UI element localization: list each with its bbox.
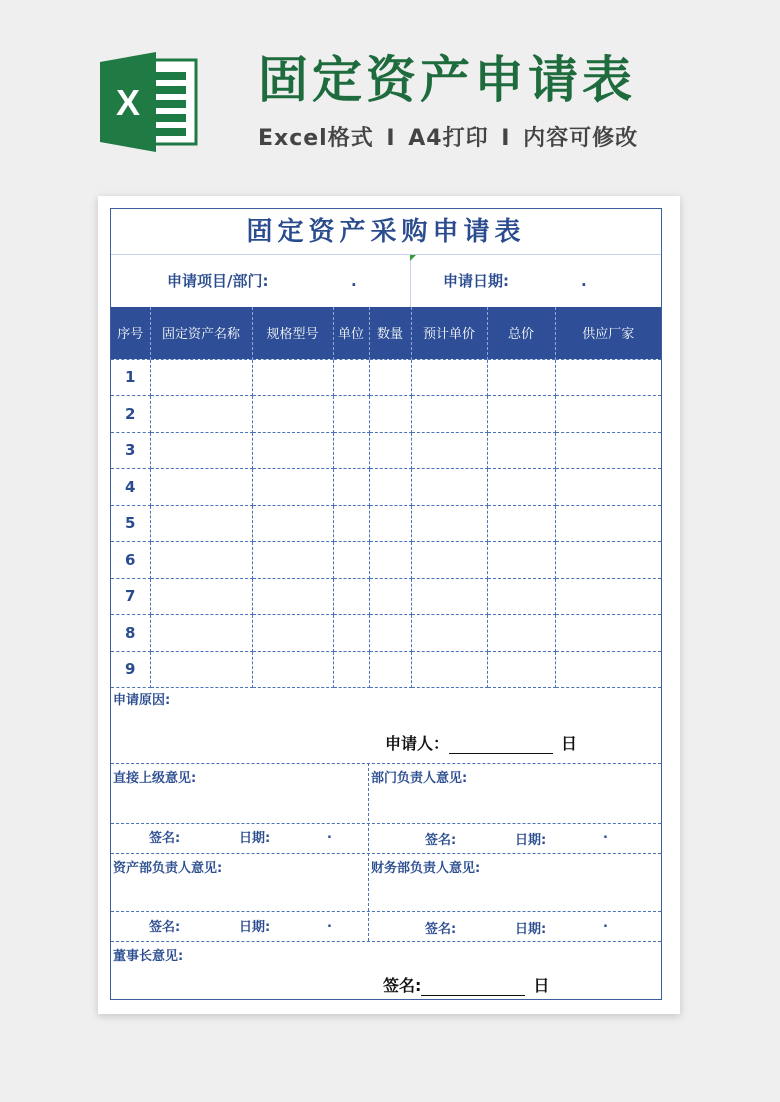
cell[interactable]	[487, 615, 555, 652]
cell[interactable]	[252, 359, 333, 396]
cell[interactable]	[411, 651, 487, 688]
cell[interactable]	[555, 615, 661, 652]
subtitle-editable: 内容可修改	[523, 126, 639, 151]
finance-dept-label: 财务部负责人意见:	[371, 861, 481, 876]
table-header-row	[111, 307, 661, 359]
cell[interactable]	[150, 542, 252, 579]
application-date-value[interactable]: .	[581, 272, 587, 290]
cell[interactable]	[333, 359, 369, 396]
reason-label: 申请原因:	[113, 693, 171, 708]
cell[interactable]	[555, 359, 661, 396]
finance-dept-date-label: 日期:	[515, 922, 547, 937]
divider	[111, 763, 661, 764]
cell[interactable]	[555, 578, 661, 615]
info-divider	[410, 255, 411, 307]
row-number: 5	[111, 505, 150, 542]
table-row	[111, 432, 661, 469]
cell[interactable]	[487, 469, 555, 506]
dept-head-label: 部门负责人意见:	[371, 771, 468, 786]
cell[interactable]	[150, 651, 252, 688]
cell[interactable]	[369, 615, 411, 652]
subtitle-separator: I	[501, 126, 511, 151]
cell[interactable]	[411, 396, 487, 433]
cell[interactable]	[369, 651, 411, 688]
column-header-spec: 规格型号	[252, 307, 333, 359]
project-value[interactable]: .	[351, 272, 357, 290]
cell[interactable]	[252, 615, 333, 652]
row-number: 8	[111, 615, 150, 652]
chairman-label: 董事长意见:	[113, 949, 184, 964]
divider	[111, 853, 661, 854]
subtitle-print: A4打印	[408, 126, 489, 151]
divider	[111, 941, 661, 942]
applicant-signature	[385, 731, 577, 754]
cell[interactable]	[369, 432, 411, 469]
cell[interactable]	[487, 505, 555, 542]
cell-comment-marker	[410, 255, 416, 261]
cell[interactable]	[333, 578, 369, 615]
cell[interactable]	[555, 505, 661, 542]
cell[interactable]	[252, 542, 333, 579]
table-row	[111, 615, 661, 652]
cell[interactable]	[487, 359, 555, 396]
column-header-total: 总价	[487, 307, 555, 359]
reason-section	[111, 687, 661, 763]
cell[interactable]	[487, 651, 555, 688]
banner-title: 固定资产申请表	[258, 51, 636, 109]
table-row	[111, 505, 661, 542]
cell[interactable]	[411, 359, 487, 396]
chairman-sign-label: 签名:	[383, 976, 422, 995]
asset-table	[111, 307, 661, 688]
cell[interactable]	[369, 542, 411, 579]
document-page	[98, 196, 680, 1014]
table-row	[111, 396, 661, 433]
excel-icon	[100, 52, 198, 152]
cell[interactable]	[369, 359, 411, 396]
row-number: 2	[111, 396, 150, 433]
applicant-day-suffix: 日	[561, 734, 578, 753]
column-header-quantity: 数量	[369, 307, 411, 359]
application-date-label: 申请日期:	[443, 272, 509, 290]
cell[interactable]	[487, 432, 555, 469]
applicant-signature-line[interactable]	[449, 736, 553, 754]
column-header-index: 序号	[111, 307, 150, 359]
column-divider	[368, 763, 369, 941]
cell[interactable]	[487, 578, 555, 615]
asset-dept-sign-label: 签名:	[149, 920, 181, 935]
cell[interactable]	[150, 432, 252, 469]
direct-superior-date-label: 日期:	[239, 831, 271, 846]
table-row	[111, 651, 661, 688]
cell[interactable]	[252, 505, 333, 542]
asset-dept-label: 资产部负责人意见:	[113, 861, 223, 876]
dept-head-date-label: 日期:	[515, 833, 547, 848]
table-row	[111, 542, 661, 579]
cell[interactable]	[333, 542, 369, 579]
cell[interactable]	[555, 651, 661, 688]
row-number: 9	[111, 651, 150, 688]
cell[interactable]	[555, 432, 661, 469]
chairman-signature	[383, 973, 549, 996]
cell[interactable]	[333, 651, 369, 688]
cell[interactable]	[369, 578, 411, 615]
banner-subtitle	[258, 124, 638, 154]
cell[interactable]	[333, 615, 369, 652]
row-number: 7	[111, 578, 150, 615]
cell[interactable]	[333, 469, 369, 506]
table-row	[111, 578, 661, 615]
asset-dept-date-label: 日期:	[239, 920, 271, 935]
asset-dept-date-value[interactable]: .	[327, 916, 332, 931]
column-header-supplier: 供应厂家	[555, 307, 661, 359]
cell[interactable]	[411, 542, 487, 579]
cell[interactable]	[411, 469, 487, 506]
subtitle-format: Excel格式	[258, 126, 374, 151]
cell[interactable]	[333, 396, 369, 433]
row-number: 4	[111, 469, 150, 506]
cell[interactable]	[411, 615, 487, 652]
cell[interactable]	[333, 432, 369, 469]
dept-head-date-value[interactable]: .	[603, 827, 608, 842]
form-title: 固定资产采购申请表	[111, 209, 661, 255]
dept-head-sign-label: 签名:	[425, 833, 457, 848]
cell[interactable]	[252, 396, 333, 433]
column-header-unit: 单位	[333, 307, 369, 359]
application-form	[110, 208, 662, 1000]
cell[interactable]	[411, 505, 487, 542]
banner	[0, 0, 780, 180]
cell[interactable]	[252, 651, 333, 688]
info-row	[111, 255, 661, 307]
chairman-day-suffix: 日	[533, 976, 550, 995]
cell[interactable]	[555, 396, 661, 433]
cell[interactable]	[150, 359, 252, 396]
direct-superior-date-value[interactable]: .	[327, 827, 332, 842]
column-header-asset-name: 固定资产名称	[150, 307, 252, 359]
row-number: 1	[111, 359, 150, 396]
cell[interactable]	[150, 615, 252, 652]
table-row	[111, 359, 661, 396]
cell[interactable]	[369, 505, 411, 542]
cell[interactable]	[411, 432, 487, 469]
cell[interactable]	[150, 469, 252, 506]
cell[interactable]	[369, 396, 411, 433]
divider	[111, 911, 661, 912]
subtitle-separator: I	[386, 126, 396, 151]
applicant-label: 申请人：	[385, 734, 450, 753]
cell[interactable]	[150, 505, 252, 542]
cell[interactable]	[487, 396, 555, 433]
cell[interactable]	[411, 578, 487, 615]
column-header-unit-price: 预计单价	[411, 307, 487, 359]
cell[interactable]	[150, 396, 252, 433]
cell[interactable]	[333, 505, 369, 542]
cell[interactable]	[150, 578, 252, 615]
cell[interactable]	[555, 542, 661, 579]
direct-superior-label: 直接上级意见:	[113, 771, 197, 786]
cell[interactable]	[252, 469, 333, 506]
row-number: 6	[111, 542, 150, 579]
project-label: 申请项目/部门:	[167, 272, 269, 290]
table-row	[111, 469, 661, 506]
cell[interactable]	[555, 469, 661, 506]
excel-icon-letter: X	[115, 82, 141, 123]
row-number: 3	[111, 432, 150, 469]
finance-dept-date-value[interactable]: .	[603, 916, 608, 931]
cell[interactable]	[252, 578, 333, 615]
direct-superior-sign-label: 签名:	[149, 831, 181, 846]
cell[interactable]	[487, 542, 555, 579]
cell[interactable]	[369, 469, 411, 506]
finance-dept-sign-label: 签名:	[425, 922, 457, 937]
chairman-signature-line[interactable]	[421, 978, 525, 996]
cell[interactable]	[252, 432, 333, 469]
divider	[111, 823, 661, 824]
